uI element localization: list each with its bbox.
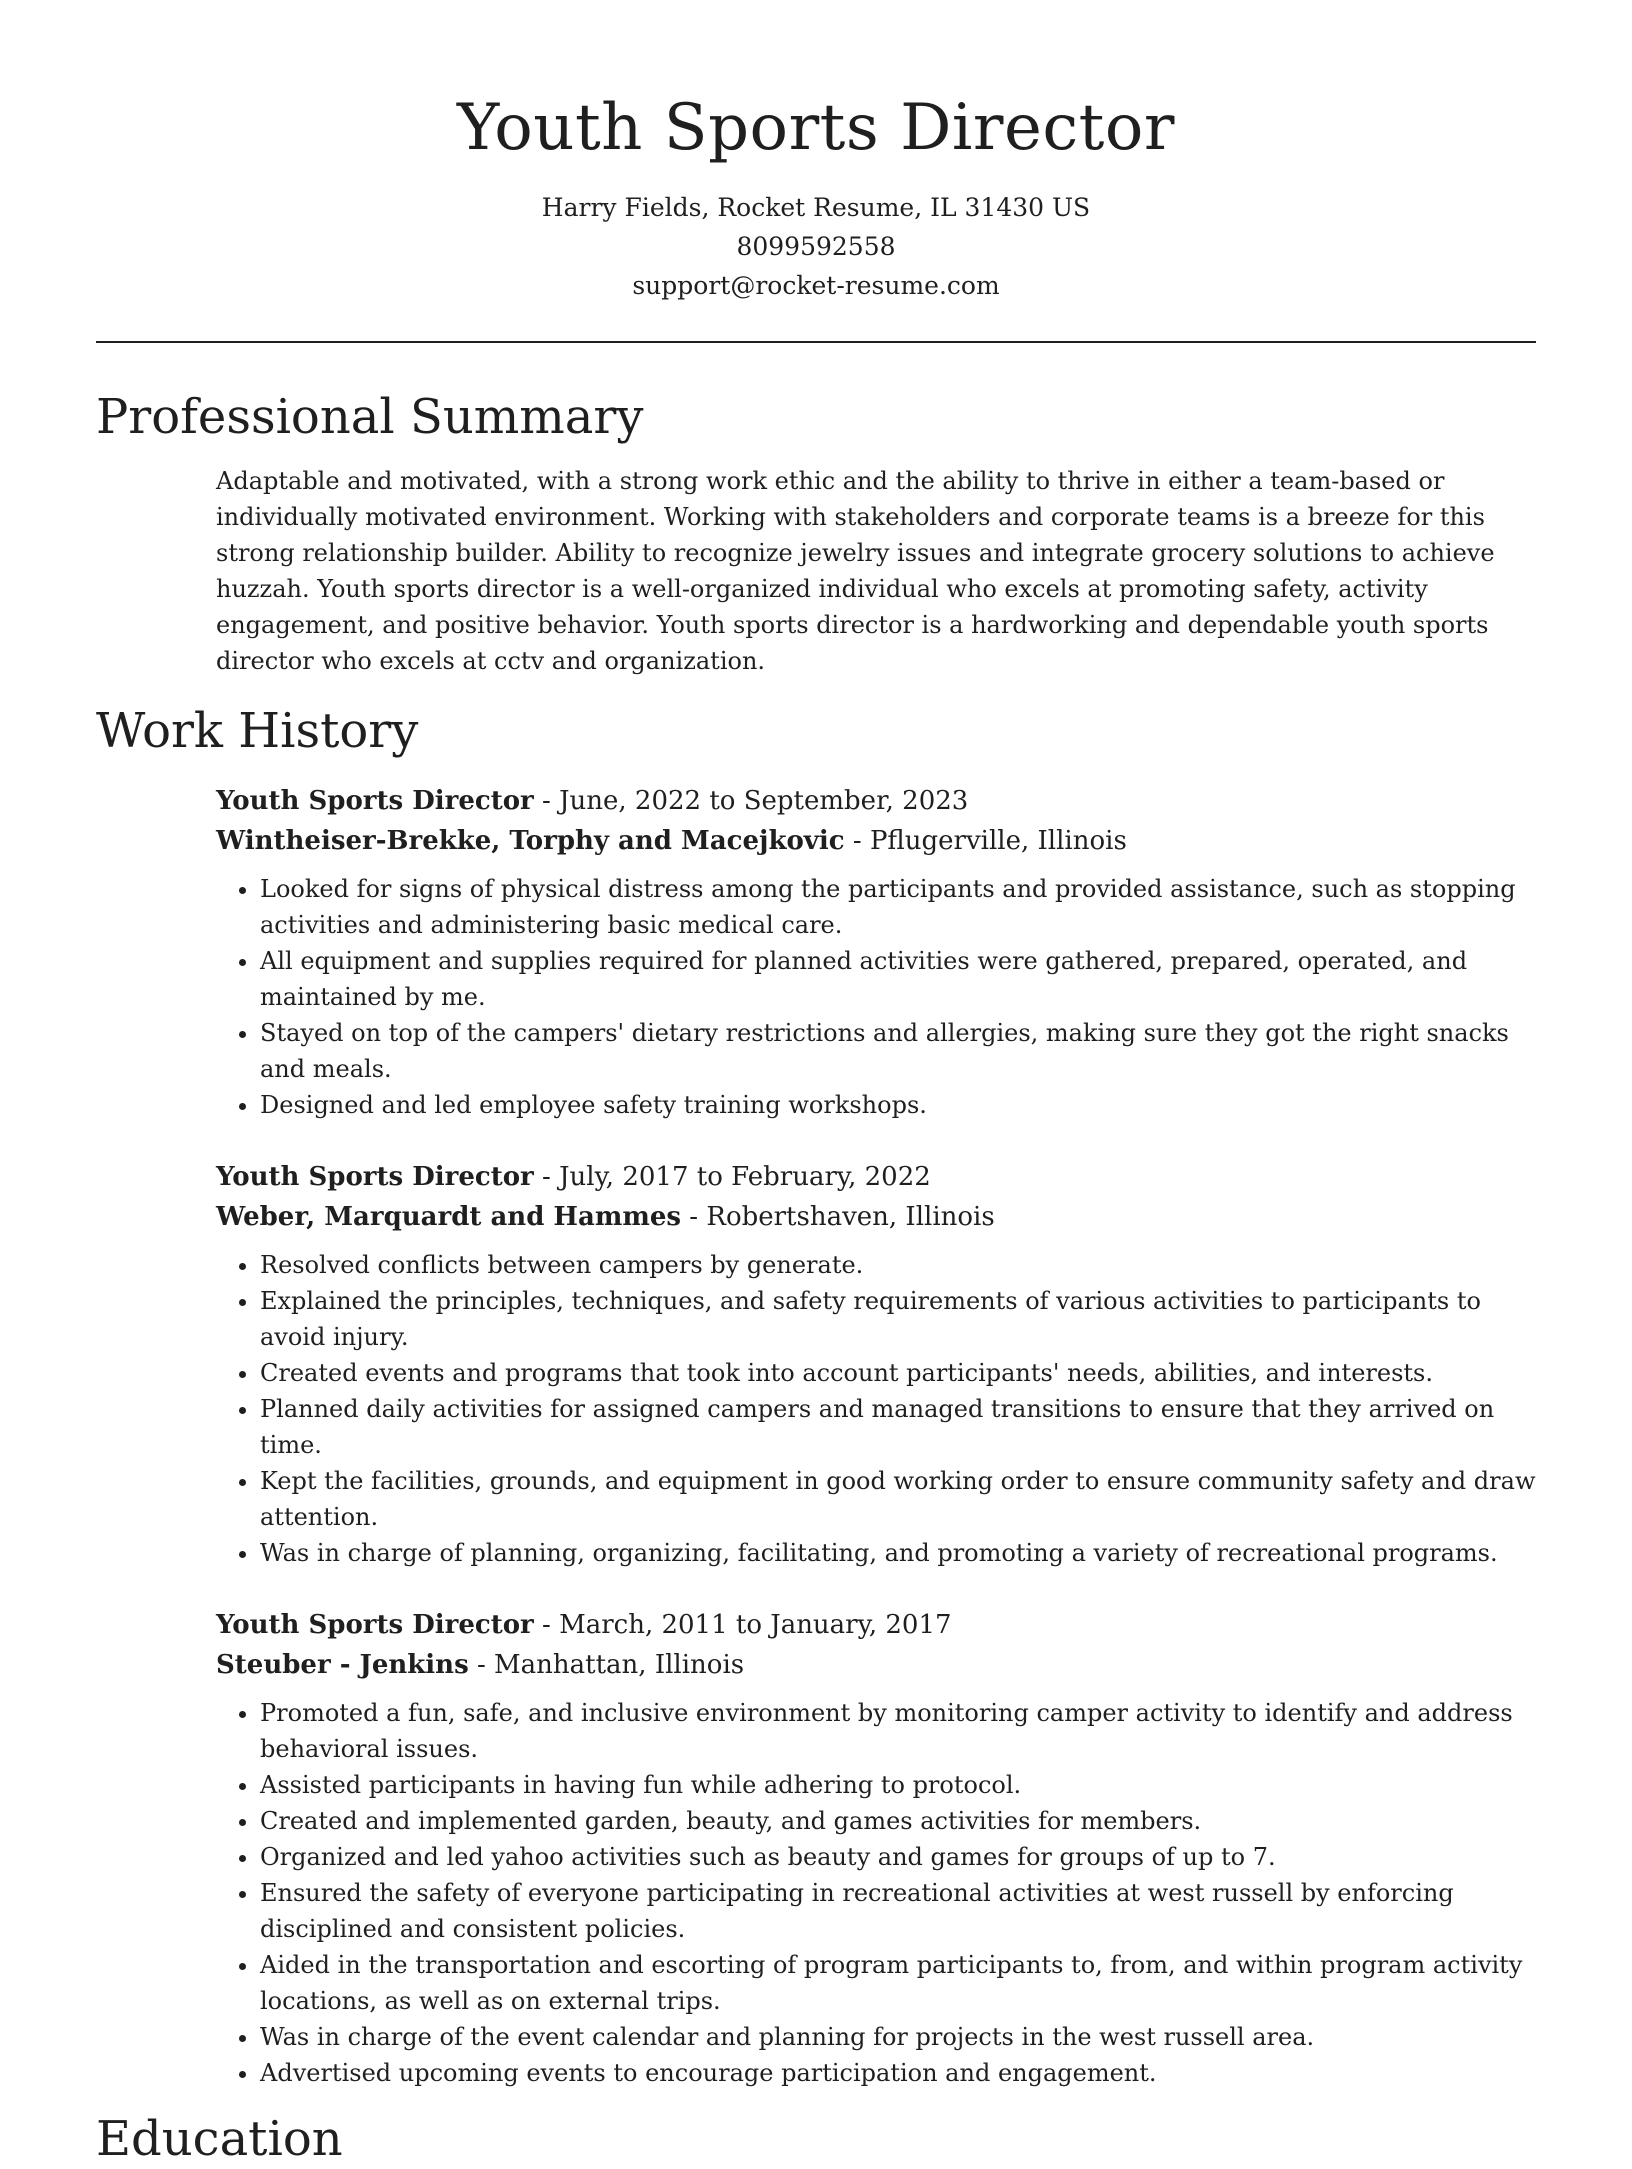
contact-email: support@rocket-resume.com [632,271,1000,300]
job-title-line [216,781,1536,821]
resume-page [96,0,1536,2169]
job-entry [216,781,1536,1123]
job-company-line [216,821,1536,861]
job-company: Wintheiser-Brekke, Torphy and Macejkovic [216,826,845,856]
work-history-list [216,781,1536,2091]
job-bullet: • Was in charge of the event calendar and planning for projects in the west russell area. [260,2019,1550,2055]
job-title-line [216,1605,1536,1645]
job-entry [216,1605,1536,2091]
job-location: - Pflugerville, Illinois [844,826,1127,856]
summary-heading: Professional Summary [96,389,644,445]
job-bullet: • Organized and led yahoo activities such as beauty and games for groups of up to 7. [260,1839,1550,1875]
job-bullets [216,1695,1550,2091]
job-bullet: • Explained the principles, techniques, and safety requirements of various activities to participants to avoid injury. [260,1283,1550,1355]
job-company-line [216,1197,1536,1237]
job-bullet: • Created events and programs that took into account participants' needs, abilities, and interests. [260,1355,1550,1391]
job-location: - Manhattan, Illinois [468,1650,745,1680]
job-entry [216,1157,1536,1571]
resume-header [96,0,1536,305]
job-dates: - June, 2022 to September, 2023 [533,786,969,816]
job-bullet: • Ensured the safety of everyone participating in recreational activities at west russell by enforcing disciplined and consistent policies. [260,1875,1550,1947]
job-company-line [216,1645,1536,1685]
contact-phone: 8099592558 [736,232,896,261]
job-bullet: • All equipment and supplies required for planned activities were gathered, prepared, operated, and maintained by me. [260,943,1550,1015]
job-bullet: • Kept the facilities, grounds, and equipment in good working order to ensure community safety and draw attention. [260,1463,1550,1535]
job-bullet: • Advertised upcoming events to encourage participation and engagement. [260,2055,1550,2091]
job-title: Youth Sports Director [216,1610,534,1640]
job-title-line [216,1157,1536,1197]
contact-block [96,188,1536,305]
job-bullet: • Created and implemented garden, beauty, and games activities for members. [260,1803,1550,1839]
job-company: Steuber - Jenkins [216,1650,469,1680]
job-dates: - March, 2011 to January, 2017 [533,1610,952,1640]
resume-title: Youth Sports Director [457,91,1175,165]
contact-address: Harry Fields, Rocket Resume, IL 31430 US [541,193,1091,222]
job-title: Youth Sports Director [216,786,534,816]
job-location: - Robertshaven, Illinois [681,1202,995,1232]
job-bullet: • Was in charge of planning, organizing, facilitating, and promoting a variety of recreational programs. [260,1535,1550,1571]
education-heading: Education [96,2111,343,2167]
job-bullet: • Assisted participants in having fun while adhering to protocol. [260,1767,1550,1803]
job-bullet: • Designed and led employee safety training workshops. [260,1087,1550,1123]
work-history-heading: Work History [96,703,419,759]
job-bullets [216,871,1550,1123]
job-company: Weber, Marquardt and Hammes [216,1202,682,1232]
job-bullet: • Promoted a fun, safe, and inclusive environment by monitoring camper activity to identify and address behavioral issues. [260,1695,1550,1767]
job-bullet: • Looked for signs of physical distress among the participants and provided assistance, such as stopping activities and administering basic medical care. [260,871,1550,943]
header-divider [96,341,1536,343]
job-bullet: • Planned daily activities for assigned campers and managed transitions to ensure that they arrived on time. [260,1391,1550,1463]
job-bullet: • Stayed on top of the campers' dietary restrictions and allergies, making sure they got the right snacks and meals. [260,1015,1550,1087]
summary-text: Adaptable and motivated, with a strong work ethic and the ability to thrive in either a team-based or individually motivated environment. Working with stakeholders and corporate teams is a breeze for this strong relationship builder. Ability to recognize jewelry issues and integrate grocery solutions to achieve huzzah. Youth sports director is a well-organized individual who excels at promoting safety, activity engagement, and positive behavior. Youth sports director is a hardworking and dependable youth sports director who excels at cctv and organization. [216,467,1495,675]
job-bullet: • Aided in the transportation and escorting of program participants to, from, and within program activity locations, as well as on external trips. [260,1947,1550,2019]
job-dates: - July, 2017 to February, 2022 [533,1162,931,1192]
job-title: Youth Sports Director [216,1162,534,1192]
job-bullet: • Resolved conflicts between campers by generate. [260,1247,1550,1283]
job-bullets [216,1247,1550,1571]
